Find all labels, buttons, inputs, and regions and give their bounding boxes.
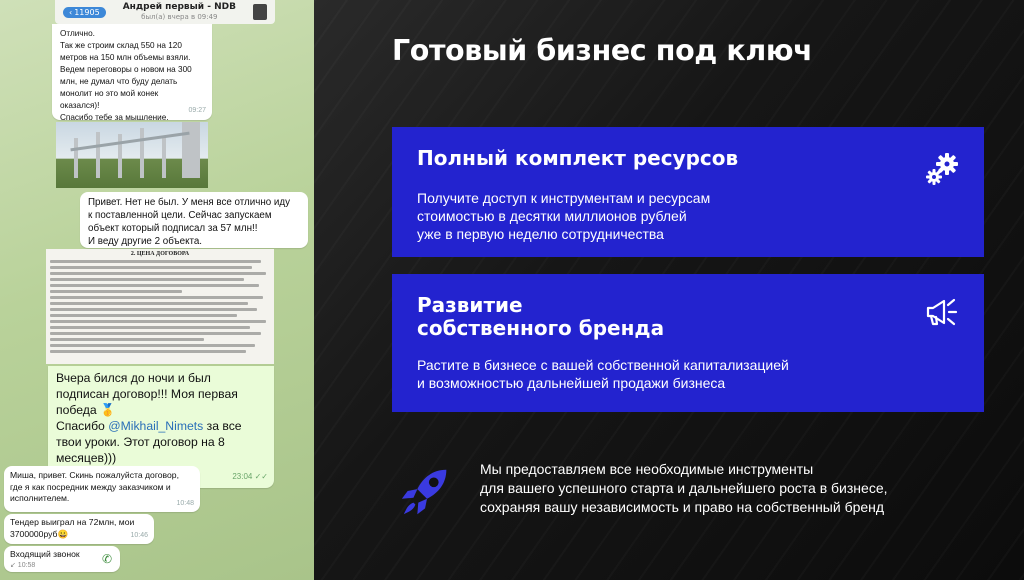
contact-name: Андрей первый - NDB (122, 2, 236, 12)
message-line: Так же строим склад 550 на 120 (60, 41, 182, 50)
card-desc-line: и возможностью дальнейшей продажи бизнеса (417, 375, 726, 391)
message-line: Тендер выиграл на 72млн, мои (10, 517, 135, 527)
avatar[interactable] (253, 4, 267, 20)
message-line: Вчера бился до ночи и был (56, 371, 211, 385)
megaphone-icon (922, 292, 962, 332)
feature-card-resources (392, 127, 984, 257)
message-bubble (4, 466, 200, 512)
message-line (56, 418, 266, 434)
chat-header (55, 0, 275, 24)
thanks-prefix: Спасибо (56, 419, 109, 433)
back-button[interactable] (63, 7, 106, 18)
message-line: И веду другие 2 объекта. (88, 236, 203, 247)
card-desc-line: Растите в бизнесе с вашей собственной капитализацией (417, 357, 789, 373)
bottom-line: для вашего успешного старта и дальнейшего роста в бизнесе, (480, 480, 888, 496)
message-line: монолит но это мой конек (60, 89, 159, 98)
card-title-line: Развитие (417, 293, 523, 317)
message-time: 10:46 (130, 531, 148, 539)
card-desc-line: Получите доступ к инструментам и ресурсам (417, 190, 711, 206)
user-mention-link[interactable]: @Mikhail_Nimets (108, 419, 204, 433)
contract-document-photo[interactable] (46, 249, 274, 364)
card-title-line: собственного бренда (417, 316, 665, 340)
message-line: месяцев))) (56, 451, 117, 465)
message-line: победа 🥇 (56, 403, 116, 417)
message-line: Ведем переговоры о новом на 300 (60, 65, 192, 74)
message-time: 10:48 (176, 499, 194, 507)
thanks-suffix: за все (203, 419, 242, 433)
rocket-icon (398, 462, 456, 520)
construction-photo[interactable] (56, 122, 208, 188)
message-line: Привет. Нет не был. У меня все отлично иду (88, 197, 291, 208)
message-line: где я как посредник между заказчиком и (10, 481, 171, 492)
message-line: подписан договор!!! Моя первая (56, 387, 238, 401)
message-line: Миша, привет. Скинь пожалуйста договор, (10, 470, 179, 480)
message-time: 23:04 ✓✓ (232, 472, 268, 481)
card-title (417, 294, 664, 340)
call-time: ↙ 10:58 (10, 562, 36, 569)
bottom-description (480, 460, 888, 517)
incoming-call-bubble[interactable] (4, 546, 120, 572)
bottom-line: сохраняя вашу независимость и право на собственный бренд (480, 499, 885, 515)
card-description (417, 356, 789, 392)
gears-icon (922, 149, 962, 189)
phone-icon[interactable]: ✆ (101, 552, 113, 566)
card-title-line: Полный комплект ресурсов (417, 146, 739, 170)
card-desc-line: уже в первую неделю сотрудничества (417, 226, 664, 242)
bottom-line: Мы предоставляем все необходимые инструменты (480, 461, 814, 477)
message-line: Отлично. (60, 29, 95, 38)
message-line: исполнителем. (10, 493, 70, 503)
card-desc-line: стоимостью в десятки миллионов рублей (417, 208, 687, 224)
bottom-summary (398, 458, 998, 528)
message-line: объект который подписал за 57 млн!! (88, 223, 258, 234)
message-time: 09:27 (188, 107, 206, 114)
contact-status: был(а) вчера в 09:49 (141, 13, 218, 21)
message-bubble (52, 24, 212, 120)
message-bubble (4, 514, 154, 544)
feature-card-brand (392, 274, 984, 412)
promo-section (314, 0, 1024, 580)
chevron-left-icon: ‹ (69, 7, 73, 17)
message-line: Спасибо тебе за мышление. (60, 113, 169, 122)
message-line: к поставленной цели. Сейчас запускаем (88, 210, 272, 221)
card-description (417, 189, 710, 243)
message-bubble (80, 192, 308, 248)
chat-screenshot-collage (0, 0, 314, 580)
card-title (417, 147, 738, 170)
message-line: твои уроки. Этот договор на 8 (56, 435, 225, 449)
unread-count: 11905 (74, 7, 100, 17)
message-line: млн, не думал что буду делать (60, 77, 178, 86)
message-line: оказался)! (60, 101, 100, 110)
page-title: Готовый бизнес под ключ (392, 34, 813, 67)
document-heading: 2. ЦЕНА ДОГОВОРА (130, 251, 190, 257)
call-title: Входящий звонок (10, 549, 80, 559)
message-line: 3700000руб😀 (10, 528, 69, 539)
message-line: метров на 150 млн объемы взяли. (60, 53, 191, 62)
